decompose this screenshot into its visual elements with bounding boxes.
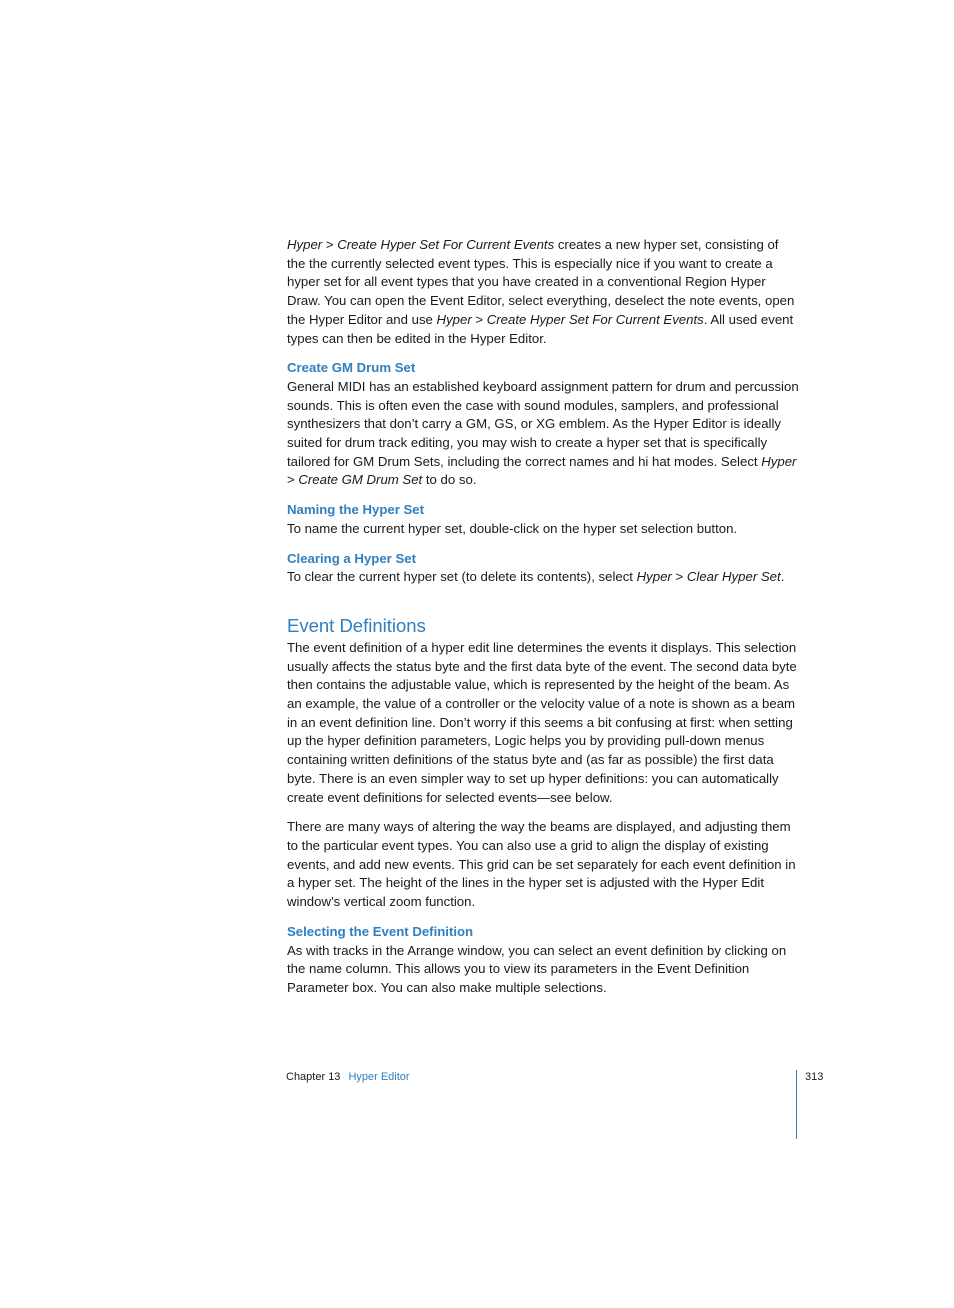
menu-name: Hyper [436, 311, 472, 327]
clearing-paragraph: To clear the current hyper set (to delete its contents), select Hyper > Clear Hyper Set. [287, 569, 785, 585]
page-body [287, 236, 799, 998]
menu-name: Hyper [636, 569, 672, 585]
chapter-title: Hyper Editor [348, 1071, 410, 1083]
selecting-heading: Selecting the Event Definition [287, 923, 474, 939]
menu-command: Clear Hyper Set [686, 569, 781, 585]
page-number: 313 [805, 1071, 824, 1083]
menu-name: Hyper [287, 237, 323, 252]
event-definitions-paragraph-1: The event definition of a hyper edit line determines the events it displays. This selection usually affects the status byte and the first data byte of the event. The second data byte then contains the adjustable value, which is represented by the height of the beam. As an example, the value of a controller or the velocity value of a note is shown as a beam in an event definition line. Don’t worry if this seems a bit confusing at first: when setting up the hyper definition parameters, Logic helps you by providing pull-down menus containing written definitions of the status byte and (as far as possible) the first data byte. There is an even simpler way to set up hyper definitions: you can automatically create event definitions for selected events—see below. [287, 639, 797, 805]
footer-divider [796, 1070, 797, 1139]
naming-heading: Naming the Hyper Set [287, 502, 425, 518]
menu-command: Create Hyper Set For Current Events [486, 311, 704, 327]
selecting-paragraph: As with tracks in the Arrange window, you can select an event definition by clicking on the name column. This allows you to view its parameters in the Event Definition Parameter box. You can also make multiple selections. [287, 942, 787, 995]
menu-name: Hyper [761, 453, 797, 469]
footer-chapter [286, 1069, 410, 1085]
intro-paragraph: Hyper > Create Hyper Set For Current Events creates a new hyper set, consisting of the the currently selected event types. This is especially nice if you want to create a hyper set for all event types that you have created in a conventional Region Hyper Draw. You can open the Event Editor, select everything, deselect the note events, open the Hyper Editor and use Hyper > Create Hyper Set For Current Events. All used event types can then be edited in the Hyper Editor. [287, 237, 795, 346]
menu-command: Create GM Drum Set [298, 472, 423, 488]
event-definitions-heading: Event Definitions [287, 614, 426, 636]
event-definitions-paragraph-2: There are many ways of altering the way the beams are displayed, and adjusting them to the particular event types. You can also use a grid to align the display of existing events, and add new events. This grid can be set separately for each event definition in a hyper set. The height of the lines in the hyper set is adjusted with the Hyper Edit window’s vertical zoom function. [287, 819, 796, 910]
naming-paragraph: To name the current hyper set, double-click on the hyper set selection button. [287, 520, 738, 536]
menu-command: Create Hyper Set For Current Events [337, 237, 555, 252]
gm-drum-paragraph: General MIDI has an established keyboard assignment pattern for drum and percussion sounds. This is often even the case with sound modules, samplers, and professional synthesizers that don’t carry a GM, GS, or XG emblem. As the Hyper Editor is ideally suited for drum track editing, you may wish to create a hyper set that is specifically tailored for GM Drum Sets, including the correct names and hi hat modes. Select Hyper > Create GM Drum Set to do so. [287, 378, 799, 488]
chapter-number: Chapter 13 [286, 1071, 341, 1083]
gm-drum-heading: Create GM Drum Set [287, 360, 416, 376]
clearing-heading: Clearing a Hyper Set [287, 550, 416, 566]
